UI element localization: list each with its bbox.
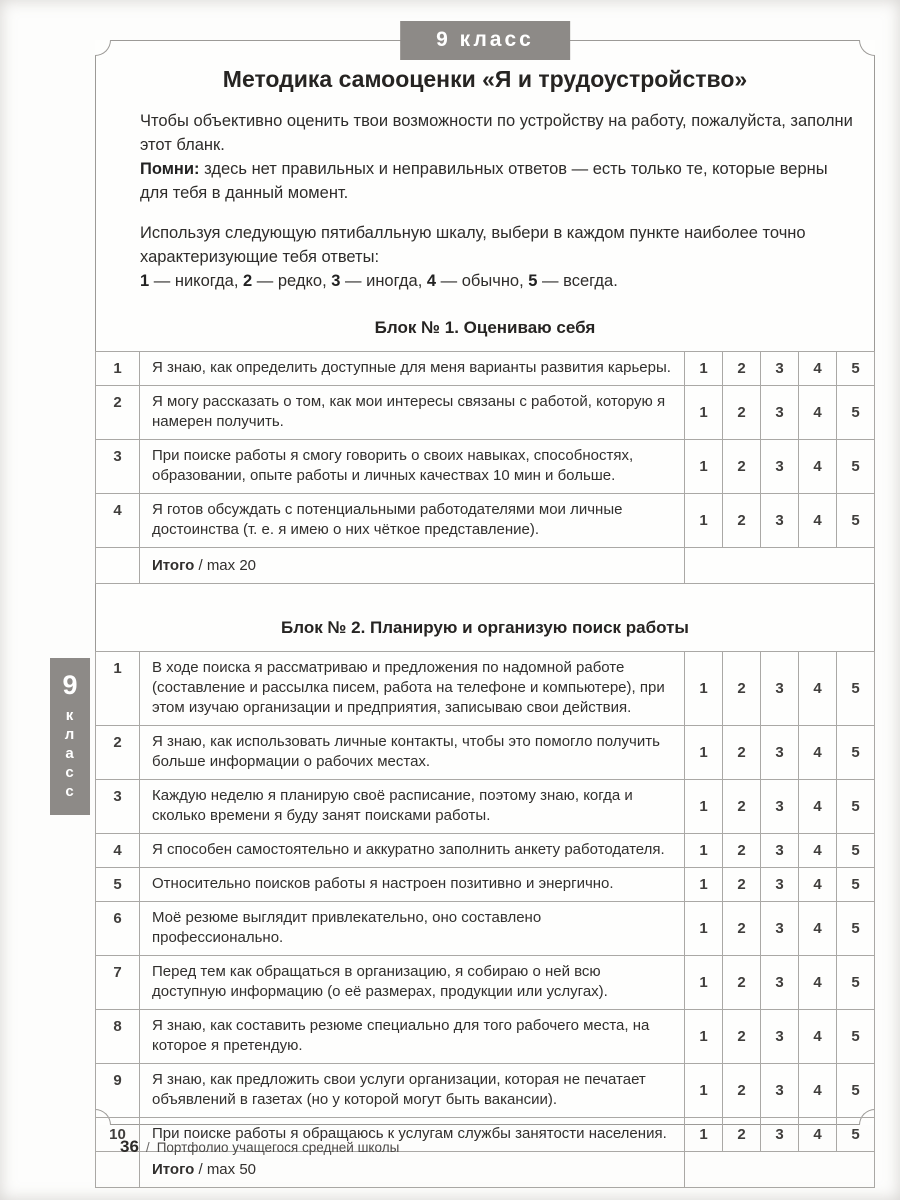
total-label-cell: Итого / max 20 <box>140 548 685 584</box>
rating-cell: 5 <box>837 494 875 548</box>
rating-cell: 1 <box>685 956 723 1010</box>
rating-cell: 1 <box>685 494 723 548</box>
question-table <box>95 351 875 584</box>
question-row <box>96 1064 875 1118</box>
question-text-cell: Каждую неделю я планирую своё расписание, поэтому знаю, когда и сколько времени я буду занят поисками работы. <box>140 780 685 834</box>
rating-cell: 3 <box>761 1064 799 1118</box>
question-row <box>96 780 875 834</box>
rating-cell: 4 <box>799 1064 837 1118</box>
rating-cell: 2 <box>723 726 761 780</box>
grade-side-tab <box>50 658 90 815</box>
rating-cell: 4 <box>799 956 837 1010</box>
row-number-cell: 5 <box>96 868 140 902</box>
rating-cell: 3 <box>761 352 799 386</box>
intro-paragraph: Чтобы объективно оценить твои возможности по устройству на работу, пожалуйста, заполни этот бланк. <box>140 112 853 154</box>
row-number-cell: 1 <box>96 652 140 726</box>
rating-cell: 4 <box>799 652 837 726</box>
side-tab-letter: с <box>65 783 75 800</box>
footer <box>120 1137 399 1157</box>
row-number-cell: 4 <box>96 494 140 548</box>
question-row <box>96 352 875 386</box>
side-tab-letter: л <box>64 726 76 743</box>
rating-cell: 5 <box>837 1010 875 1064</box>
rating-cell: 2 <box>723 652 761 726</box>
rating-cell: 2 <box>723 868 761 902</box>
footer-text: Портфолио учащегося средней школы <box>156 1140 400 1155</box>
rating-cell: 4 <box>799 902 837 956</box>
rating-cell: 1 <box>685 834 723 868</box>
rating-cell: 1 <box>685 726 723 780</box>
rating-cell: 1 <box>685 868 723 902</box>
rating-cell: 2 <box>723 386 761 440</box>
footer-separator: / <box>145 1140 150 1155</box>
intro <box>140 109 855 205</box>
question-table <box>95 651 875 1188</box>
rating-cell: 5 <box>837 902 875 956</box>
rating-cell: 5 <box>837 652 875 726</box>
rating-cell: 5 <box>837 352 875 386</box>
total-label-cell: Итого / max 50 <box>140 1152 685 1188</box>
card-content <box>95 40 875 1188</box>
row-number-cell: 3 <box>96 780 140 834</box>
rating-cell: 2 <box>723 902 761 956</box>
rating-cell: 1 <box>685 1010 723 1064</box>
rating-cell: 1 <box>685 1064 723 1118</box>
question-row <box>96 956 875 1010</box>
question-text-cell: Я знаю, как составить резюме специально для того рабочего места, на которое я претендую. <box>140 1010 685 1064</box>
scale-intro: Используя следующую пятибалльную шкалу, выбери в каждом пункте наиболее точно характеризующие тебя ответы: <box>140 224 806 266</box>
rating-cell: 5 <box>837 1118 875 1152</box>
rating-cell: 3 <box>761 440 799 494</box>
rating-cell: 1 <box>685 440 723 494</box>
question-text-cell: Я могу рассказать о том, как мои интересы связаны с работой, которую я намерен получить. <box>140 386 685 440</box>
rating-cell: 3 <box>761 726 799 780</box>
question-text-cell: При поиске работы я обращаюсь к услугам службы занятости населения. <box>140 1118 685 1152</box>
row-number-cell: 3 <box>96 440 140 494</box>
question-row <box>96 902 875 956</box>
rating-cell: 3 <box>761 652 799 726</box>
scale-block <box>140 221 855 293</box>
question-row <box>96 1010 875 1064</box>
question-text-cell: Относительно поисков работы я настроен позитивно и энергично. <box>140 868 685 902</box>
rating-cell: 5 <box>837 386 875 440</box>
total-rating-merged-cell <box>685 548 875 584</box>
row-number-cell: 6 <box>96 902 140 956</box>
side-tab-number: 9 <box>62 670 78 700</box>
question-text-cell: Перед тем как обращаться в организацию, я собираю о ней всю доступную информацию (о её размерах, продукции или услугах). <box>140 956 685 1010</box>
row-number-cell: 8 <box>96 1010 140 1064</box>
rating-cell: 4 <box>799 494 837 548</box>
side-tab-letter: с <box>65 764 75 781</box>
rating-cell: 3 <box>761 956 799 1010</box>
rating-cell: 1 <box>685 652 723 726</box>
rating-cell: 2 <box>723 956 761 1010</box>
rating-cell: 1 <box>685 780 723 834</box>
rating-cell: 3 <box>761 494 799 548</box>
question-row <box>96 652 875 726</box>
rating-cell: 2 <box>723 494 761 548</box>
rating-cell: 1 <box>685 902 723 956</box>
rating-cell: 5 <box>837 956 875 1010</box>
rating-cell: 4 <box>799 834 837 868</box>
rating-cell: 4 <box>799 352 837 386</box>
rating-cell: 2 <box>723 440 761 494</box>
rating-cell: 3 <box>761 868 799 902</box>
rating-cell: 1 <box>685 352 723 386</box>
page-title: Методика самооценки «Я и трудоустройство» <box>222 66 748 92</box>
rating-cell: 5 <box>837 1064 875 1118</box>
rating-cell: 3 <box>761 780 799 834</box>
rating-cell: 5 <box>837 868 875 902</box>
question-row <box>96 868 875 902</box>
question-row <box>96 494 875 548</box>
rating-cell: 3 <box>761 1118 799 1152</box>
rating-cell: 3 <box>761 1010 799 1064</box>
side-tab-letter: а <box>65 745 75 762</box>
scale-values: 1 — никогда, 2 — редко, 3 — иногда, 4 — обычно, 5 — всегда. <box>140 272 618 290</box>
rating-cell: 4 <box>799 386 837 440</box>
blocks <box>95 318 875 1188</box>
rating-cell: 2 <box>723 1118 761 1152</box>
question-text-cell: Я знаю, как использовать личные контакты, чтобы это помогло получить больше информации о рабочих местах. <box>140 726 685 780</box>
question-row <box>96 726 875 780</box>
rating-cell: 3 <box>761 834 799 868</box>
question-text-cell: При поиске работы я смогу говорить о своих навыках, способностях, образовании, опыте работы и личных качествах 10 мин и больше. <box>140 440 685 494</box>
intro-paragraph: Помни: здесь нет правильных и неправильных ответов — есть только те, которые верны для тебя в данный момент. <box>140 160 828 202</box>
rating-cell: 5 <box>837 780 875 834</box>
rating-cell: 3 <box>761 386 799 440</box>
row-number-cell: 4 <box>96 834 140 868</box>
question-text-cell: Моё резюме выглядит привлекательно, оно составлено профессионально. <box>140 902 685 956</box>
rating-cell: 2 <box>723 1064 761 1118</box>
question-text-cell: Я способен самостоятельно и аккуратно заполнить анкету работодателя. <box>140 834 685 868</box>
row-number-cell: 9 <box>96 1064 140 1118</box>
total-rating-merged-cell <box>685 1152 875 1188</box>
rating-cell: 2 <box>723 352 761 386</box>
rating-cell: 1 <box>685 386 723 440</box>
rating-cell: 5 <box>837 726 875 780</box>
block-heading: Блок № 1. Оцениваю себя <box>374 318 596 337</box>
rating-cell: 4 <box>799 440 837 494</box>
row-number-cell: 7 <box>96 956 140 1010</box>
row-number-cell: 2 <box>96 726 140 780</box>
row-number-cell: 10 <box>96 1118 140 1152</box>
total-label: Итого <box>152 1160 195 1178</box>
grade-banner: 9 класс <box>400 21 570 60</box>
total-row <box>96 548 875 584</box>
question-row <box>96 834 875 868</box>
rating-cell: 2 <box>723 1010 761 1064</box>
rating-cell: 2 <box>723 780 761 834</box>
question-text-cell: Я знаю, как определить доступные для меня варианты развития карьеры. <box>140 352 685 386</box>
rating-cell: 2 <box>723 834 761 868</box>
total-label: Итого <box>152 556 195 574</box>
question-row <box>96 386 875 440</box>
rating-cell: 1 <box>685 1118 723 1152</box>
rating-cell: 5 <box>837 440 875 494</box>
total-number-cell <box>96 548 140 584</box>
rating-cell: 4 <box>799 780 837 834</box>
question-text-cell: Я готов обсуждать с потенциальными работодателями мои личные достоинства (т. е. я имею о них чёткое представление). <box>140 494 685 548</box>
block-heading: Блок № 2. Планирую и организую поиск работы <box>281 618 689 637</box>
question-row <box>96 440 875 494</box>
side-tab-letter: к <box>65 707 75 724</box>
rating-cell: 4 <box>799 868 837 902</box>
rating-cell: 4 <box>799 1010 837 1064</box>
rating-cell: 4 <box>799 1118 837 1152</box>
page-number: 36 <box>120 1137 139 1156</box>
side-tab-word <box>50 706 90 801</box>
question-text-cell: В ходе поиска я рассматриваю и предложения по надомной работе (составление и рассылка писем, работа на телефоне и компьютере), при этом изучаю организации и предприятия, записываю свои действия. <box>140 652 685 726</box>
rating-cell: 4 <box>799 726 837 780</box>
rating-cell: 3 <box>761 902 799 956</box>
row-number-cell: 1 <box>96 352 140 386</box>
question-text-cell: Я знаю, как предложить свои услуги организации, которая не печатает объявлений в газетах (но у которой могут быть вакансии). <box>140 1064 685 1118</box>
row-number-cell: 2 <box>96 386 140 440</box>
rating-cell: 5 <box>837 834 875 868</box>
